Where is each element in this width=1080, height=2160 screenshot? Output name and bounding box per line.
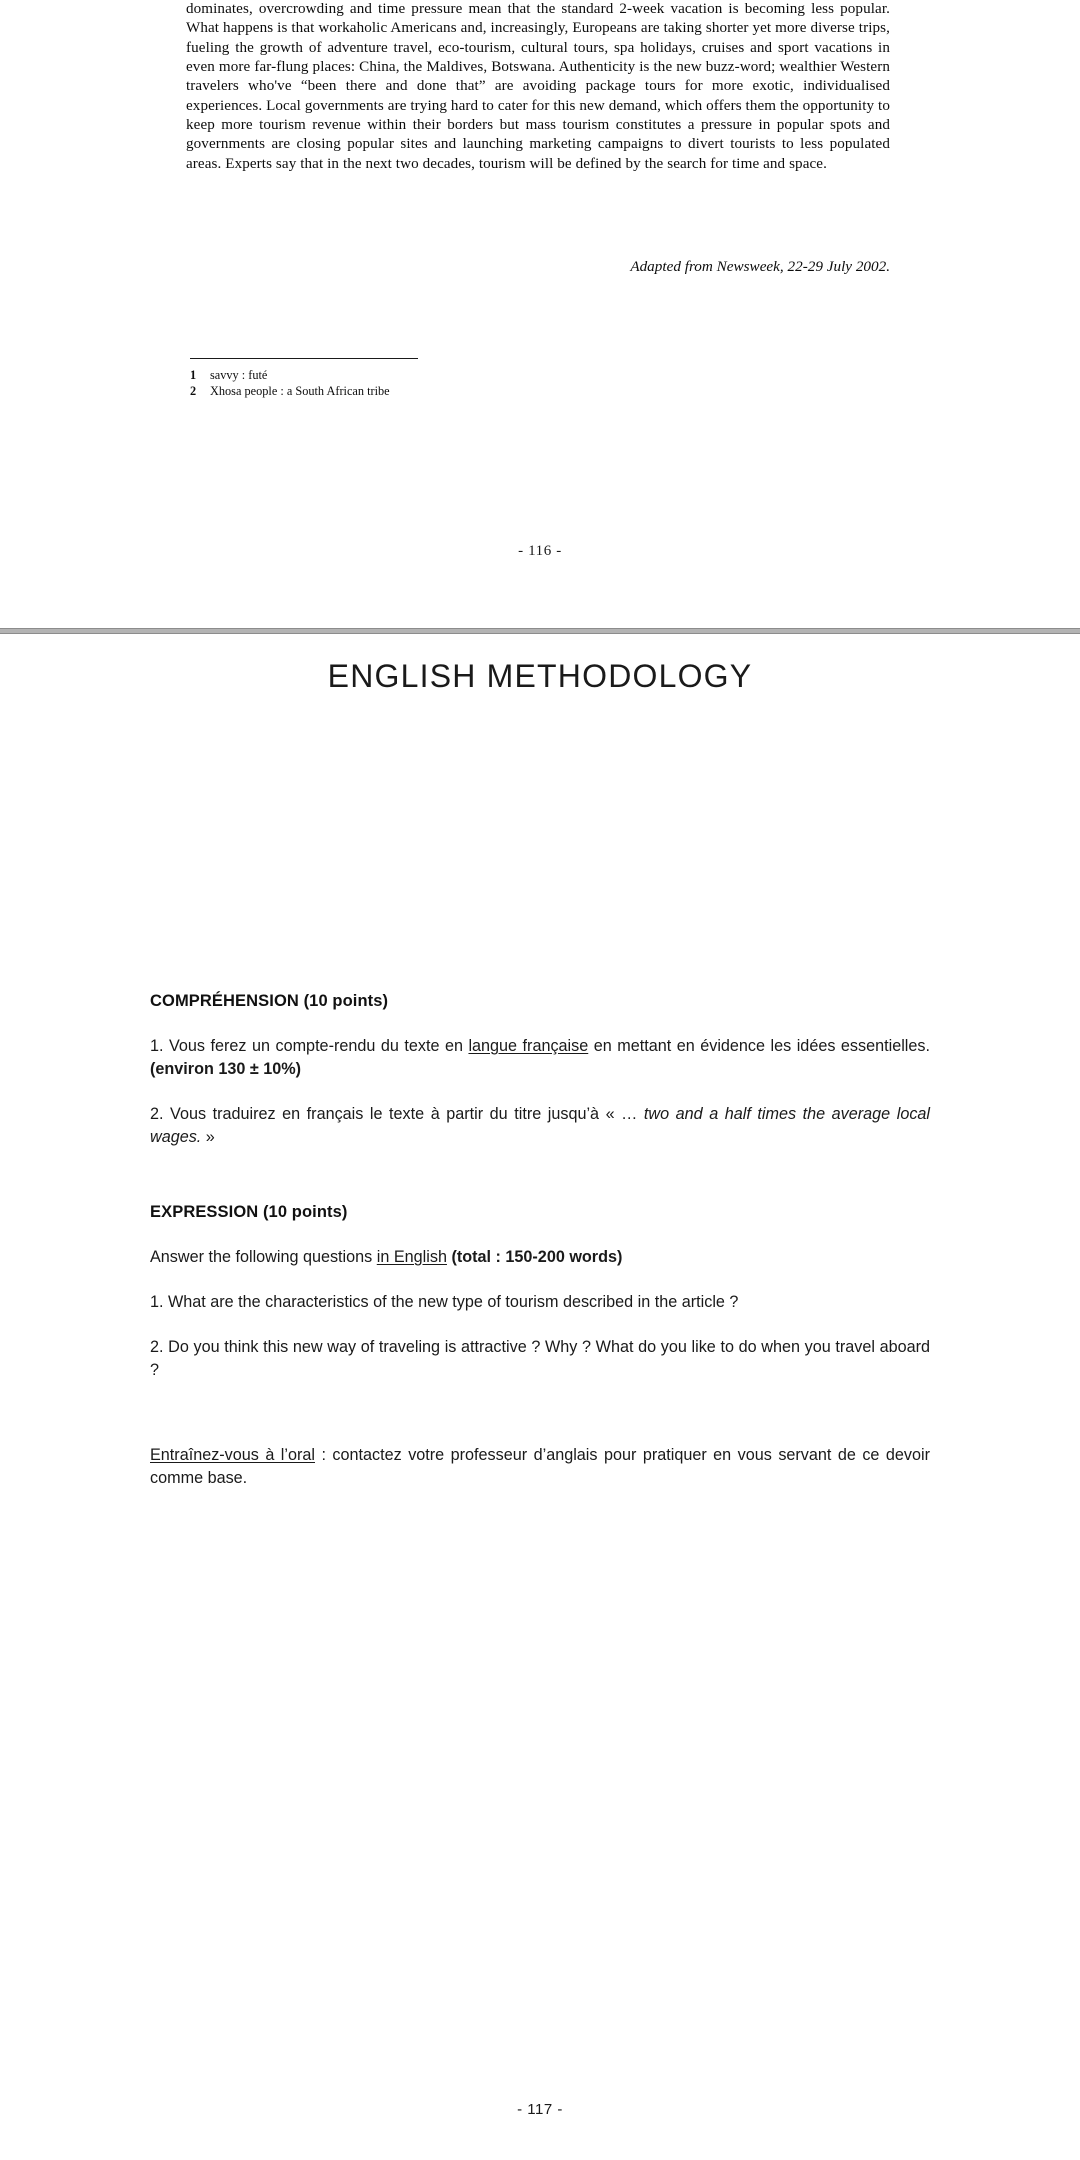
footnote-separator-rule: [190, 358, 418, 359]
footnote-text: Xhosa people : a South African tribe: [210, 383, 390, 398]
oral-note-underlined: Entraînez-vous à l’oral: [150, 1446, 315, 1464]
comprehension-q2-text-a: 2. Vous traduirez en français le texte à partir du titre jusqu’à « …: [150, 1105, 644, 1123]
footnote-number: 1: [190, 368, 197, 382]
expression-heading: EXPRESSION (10 points): [150, 1203, 348, 1221]
expression-instruction-wordcount: (total : 150-200 words): [446, 1248, 623, 1266]
oral-note-text: : contactez votre professeur d’anglais pour pratiquer en vous servant de ce devoir comme base.: [150, 1446, 930, 1487]
oral-note-spacer: [150, 1404, 930, 1444]
oral-practice-note: [150, 1444, 930, 1490]
page-number-116: - 116 -: [518, 543, 562, 559]
expression-question-2: 2. Do you think this new way of traveling is attractive ? Why ? What do you like to do when you travel aboard ?: [150, 1338, 930, 1379]
methodology-exam-page: [0, 636, 1080, 2160]
page-title: ENGLISH METHODOLOGY: [327, 658, 753, 694]
footnote-item: [190, 384, 750, 400]
expression-instruction: [150, 1246, 930, 1269]
comprehension-question-1: [150, 1035, 930, 1081]
comprehension-q2-quote: two and a half times the average local wages.: [150, 1105, 931, 1146]
comprehension-q1-text-a: 1. Vous ferez un compte-rendu du texte en: [150, 1037, 469, 1055]
section-spacer: [150, 1171, 930, 1203]
page-number-117: - 117 -: [517, 2101, 563, 2118]
scanned-exam-page: [0, 0, 1080, 628]
comprehension-heading: COMPRÉHENSION (10 points): [150, 992, 389, 1010]
exam-content: [150, 992, 930, 1512]
comprehension-question-2: [150, 1103, 930, 1149]
expression-instruction-underlined: in English: [376, 1248, 447, 1266]
expression-instruction-text-a: Answer the following questions: [150, 1248, 377, 1266]
comprehension-q1-wordcount: (environ 130 ± 10%): [150, 1060, 302, 1078]
page-break-divider: [0, 628, 1080, 634]
expression-question-1: 1. What are the characteristics of the new type of tourism described in the article ?: [150, 1293, 739, 1311]
comprehension-q1-underlined: langue française: [468, 1037, 589, 1055]
source-text-paragraph: dominates, overcrowding and time pressure mean that the standard 2-week vacation is becoming less popular. What happens is that workaholic Americans and, increasingly, Europeans are taking shorter yet more diverse trips, fueling the growth of adventure travel, eco-tourism, cultural tours, spa holidays, cruises and sport vacations in even more far-flung places: China, the Maldives, Botswana. Authenticity is the new buzz-word; wealthier Western travelers who've “been there and done that” are avoiding package tours for more exotic, individualised experiences. Local governments are trying hard to cater for this new demand, which offers them the opportunity to keep more tourism revenue within their borders but mass tourism constitutes a pressure in popular spots and governments are closing popular sites and launching marketing campaigns to divert tourists to less populated areas. Experts say that in the next two decades, tourism will be defined by the search for time and space.: [186, 1, 890, 172]
footnote-text: savvy : futé: [210, 368, 268, 382]
footnote-item: [190, 368, 750, 384]
footnote-number: 2: [190, 383, 197, 398]
comprehension-q1-text-b: en mettant en évidence les idées essentielles.: [588, 1037, 930, 1055]
comprehension-q2-text-b: »: [201, 1128, 215, 1146]
source-attribution: Adapted from Newsweek, 22-29 July 2002.: [630, 258, 890, 275]
footnote-list: [190, 368, 750, 399]
